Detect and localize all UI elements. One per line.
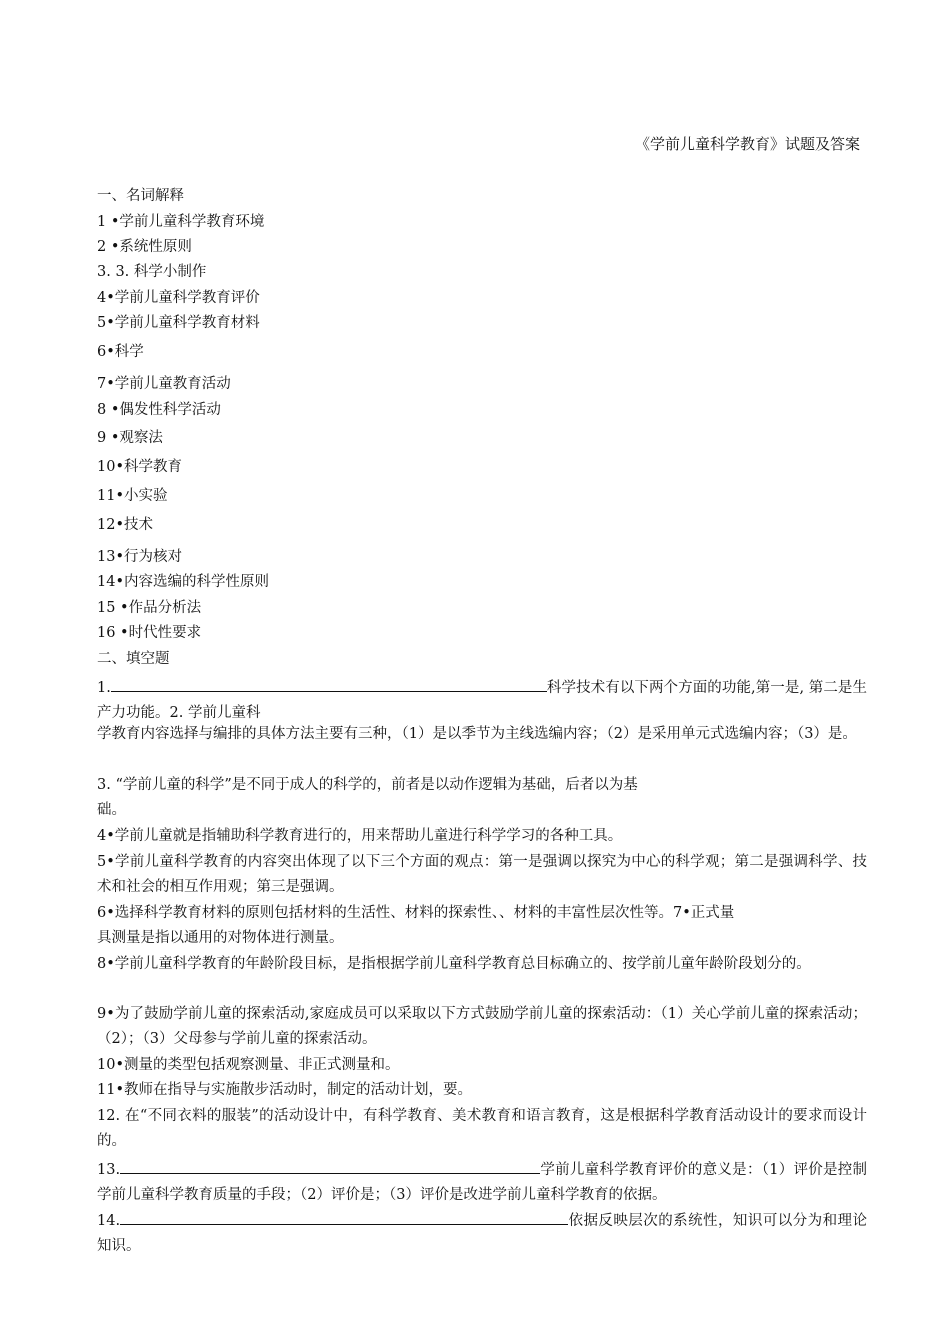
list-item: 1 •学前儿童科学教育环境 bbox=[97, 214, 265, 230]
answer-blank bbox=[111, 673, 547, 692]
question-3-cont: 础。 bbox=[97, 802, 126, 818]
question-7: 具测量是指以通用的对物体进行测量。 bbox=[97, 930, 344, 946]
question-14 bbox=[97, 1206, 867, 1259]
list-item: 14•内容选编的科学性原则 bbox=[97, 574, 270, 590]
list-item: 15 •作品分析法 bbox=[97, 600, 202, 616]
question-text: 学前儿童科学教育评价的意义是：（1）评价是控制学前儿童科学教育质量的手段；（2）评价是；（3）评价是改进学前儿童科学教育的依据。 bbox=[97, 1162, 867, 1203]
list-item: 12•技术 bbox=[97, 517, 154, 533]
list-item: 16 •时代性要求 bbox=[97, 625, 202, 641]
question-number: 13. bbox=[97, 1162, 121, 1178]
document-title: 《学前儿童科学教育》试题及答案 bbox=[634, 135, 860, 153]
section1-heading: 一、名词解释 bbox=[97, 188, 184, 204]
answer-blank bbox=[120, 1155, 540, 1174]
question-10: 10•测量的类型包括观察测量、非正式测量和。 bbox=[97, 1057, 400, 1073]
question-6: 6•选择科学教育材料的原则包括材料的生活性、材料的探索性、、材料的丰富性层次性等。7•正式量 bbox=[97, 905, 735, 921]
list-item: 4•学前儿童科学教育评价 bbox=[97, 290, 260, 306]
question-4: 4•学前儿童就是指辅助科学教育进行的，用来帮助儿童进行科学学习的各种工具。 bbox=[97, 828, 623, 844]
list-item: 2 •系统性原则 bbox=[97, 239, 192, 255]
question-text: 科学技术有以下两个方面的功能,第一是, 第二是生产力功能。2. 学前儿童科 bbox=[97, 680, 867, 721]
question-11: 11•教师在指导与实施散步活动时，制定的活动计划，要。 bbox=[97, 1082, 473, 1098]
list-item: 8 •偶发性科学活动 bbox=[97, 402, 221, 418]
list-item: 6•科学 bbox=[97, 344, 144, 360]
question-2: 学教育内容选择与编排的具体方法主要有三种，（1）是以季节为主线选编内容；（2）是采用单元式选编内容；（3）是。 bbox=[97, 726, 857, 742]
question-number: 14. bbox=[97, 1213, 121, 1229]
question-12: 12. 在“不同衣料的服装”的活动设计中，有科学教育、美术教育和语言教育，这是根据科学教育活动设计的要求而设计的。 bbox=[97, 1108, 867, 1149]
list-item: 13•行为核对 bbox=[97, 549, 183, 565]
answer-blank bbox=[120, 1206, 568, 1225]
question-number: 1. bbox=[97, 680, 111, 696]
section2-heading: 二、填空题 bbox=[97, 651, 170, 667]
list-item: 11•小实验 bbox=[97, 488, 168, 504]
list-item: 9 •观察法 bbox=[97, 430, 163, 446]
question-1 bbox=[97, 673, 867, 726]
question-9: 9•为了鼓励学前儿童的探索活动,家庭成员可以采取以下方式鼓励学前儿童的探索活动：（1）关心学前儿童的探索活动；（2）；（3）父母参与学前儿童的探索活动。 bbox=[97, 1006, 867, 1047]
question-8: 8•学前儿童科学教育的年龄阶段目标，是指根据学前儿童科学教育总目标确立的、按学前儿童年龄阶段划分的。 bbox=[97, 956, 811, 972]
question-13 bbox=[97, 1155, 867, 1208]
question-text: 依据反映层次的系统性，知识可以分为和理论知识。 bbox=[97, 1213, 867, 1254]
list-item: 10•科学教育 bbox=[97, 459, 183, 475]
list-item: 3. 3. 科学小制作 bbox=[97, 264, 207, 280]
question-5: 5•学前儿童科学教育的内容突出体现了以下三个方面的观点：第一是强调以探究为中心的科学观；第二是强调科学、技术和社会的相互作用观；第三是强调。 bbox=[97, 854, 867, 895]
question-3: 3. “学前儿童的科学”是不同于成人的科学的，前者是以动作逻辑为基础，后者以为基 bbox=[97, 777, 638, 793]
list-item: 5•学前儿童科学教育材料 bbox=[97, 315, 260, 331]
list-item: 7•学前儿童教育活动 bbox=[97, 376, 231, 392]
